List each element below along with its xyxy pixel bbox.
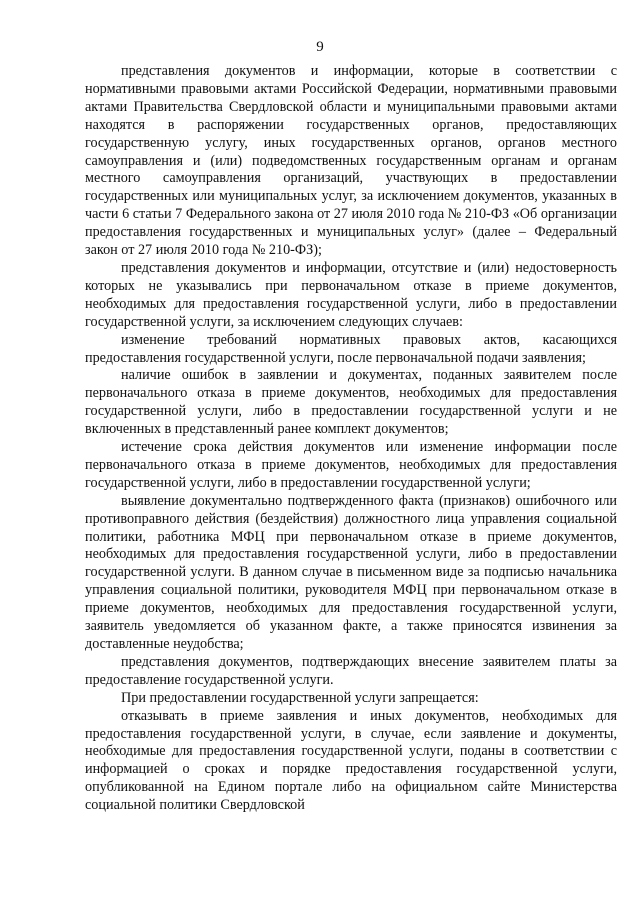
document-body [85,63,617,815]
paragraph: представления документов и информации, которые в соответствии с нормативными правовыми актами Российской Федерации, нормативными правовыми актами Правительства Свердловской области и муниципальными правовыми актами находятся в распоряжении государственных органов, предоставляющих государственную услугу, иных государственных органов, органов местного самоуправления и (или) подведомственных государственным органам и органам местного самоуправления организаций, участвующих в предоставлении государственных или муниципальных услуг, за исключением документов, указанных в части 6 статьи 7 Федерального закона от 27 июля 2010 года № 210-ФЗ «Об организации предоставления государственных и муниципальных услуг» (далее – Федеральный закон от 27 июля 2010 года № 210-ФЗ); [85,63,617,259]
paragraph: представления документов и информации, отсутствие и (или) недостоверность которых не указывались при первоначальном отказе в приеме документов, необходимых для предоставления государственной услуги, либо в предоставлении государственной услуги, за исключением следующих случаев: [85,259,617,330]
paragraph: выявление документально подтвержденного факта (признаков) ошибочного или противоправного действия (бездействия) должностного лица управления социальной политики, работника МФЦ при первоначальном отказе в приеме документов, необходимых для предоставления государственной услуги, либо в предоставлении государственной услуги. В данном случае в письменном виде за подписью начальника управления социальной политики, руководителя МФЦ при первоначальном отказе в приеме документов, необходимых для предоставления государственной услуги, заявитель уведомляется об указанном факте, а также приносятся извинения за доставленные неудобства; [85,492,617,652]
paragraph: наличие ошибок в заявлении и документах, поданных заявителем после первоначального отказа в приеме документов, необходимых для предоставления государственной услуги, либо в предоставлении государственной услуги и не включенных в представленный ранее комплект документов; [85,367,617,438]
paragraph: истечение срока действия документов или изменение информации после первоначального отказа в приеме документов, необходимых для предоставления государственной услуги, либо в предоставлении государственной услуги; [85,439,617,491]
paragraph: представления документов, подтверждающих внесение заявителем платы за предоставление государственной услуги. [85,653,617,688]
page-number: 9 [316,39,324,55]
paragraph: изменение требований нормативных правовых актов, касающихся предоставления государственной услуги, после первоначальной подачи заявления; [85,331,617,366]
paragraph: отказывать в приеме заявления и иных документов, необходимых для предоставления государственной услуги, в случае, если заявление и документы, необходимые для предоставления государственной услуги, поданы в соответствии с информацией о сроках и порядке предоставления государственной услуги, опубликованной на Едином портале либо на официальном сайте Министерства социальной политики Свердловской [85,707,617,814]
paragraph: При предоставлении государственной услуги запрещается: [121,689,479,706]
